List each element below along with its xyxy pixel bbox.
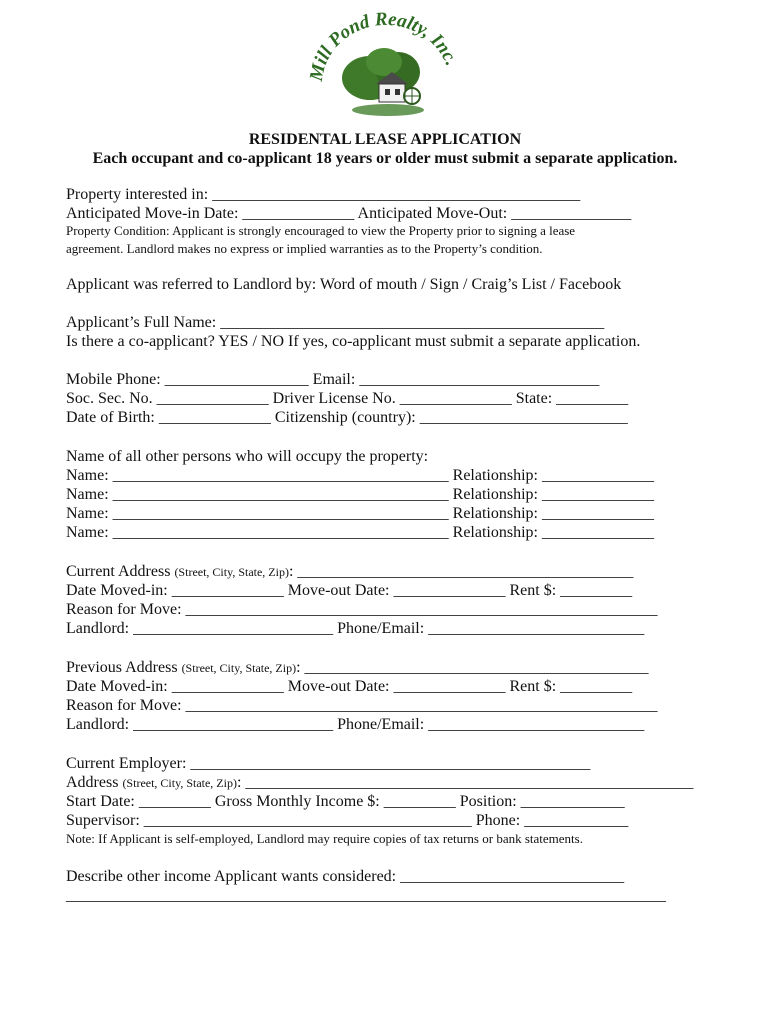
address-hint: (Street, City, State, Zip) <box>174 565 289 579</box>
dob-citizenship-field[interactable]: Date of Birth: ______________ Citizenship (country): __________________________ <box>66 409 628 426</box>
occupant-row[interactable]: Name: __________________________________________ Relationship: ______________ <box>66 524 654 541</box>
other-income-blank-line[interactable]: ___________________________________________________________________________ <box>66 887 666 904</box>
previous-reason-field[interactable]: Reason for Move: ___________________________________________________________ <box>66 697 658 714</box>
form-title: RESIDENTAL LEASE APPLICATION <box>248 131 522 148</box>
co-applicant-field[interactable]: Is there a co-applicant? YES / NO If yes, co-applicant must submit a separate application. <box>66 333 641 350</box>
property-condition-text <box>66 222 676 258</box>
current-address-blank: : __________________________________________ <box>288 563 634 580</box>
previous-address-label: Previous Address <box>66 659 182 676</box>
previous-landlord-field[interactable]: Landlord: _________________________ Phone/Email: ___________________________ <box>66 716 645 733</box>
property-interested-field[interactable]: Property interested in: ______________________________________________ <box>66 186 581 203</box>
current-address-label: Current Address <box>66 563 175 580</box>
mill-pond-realty-logo <box>300 6 470 126</box>
mobile-email-field[interactable]: Mobile Phone: __________________ Email: ______________________________ <box>66 371 600 388</box>
previous-address-blank: : ___________________________________________ <box>296 659 649 676</box>
current-landlord-field[interactable]: Landlord: _________________________ Phone/Email: ___________________________ <box>66 620 645 637</box>
ssn-license-field[interactable]: Soc. Sec. No. ______________ Driver License No. ______________ State: _________ <box>66 390 629 407</box>
property-condition-line-1: Property Condition: Applicant is strongly encouraged to view the Property prior to signing a lease <box>66 223 576 238</box>
supervisor-field[interactable]: Supervisor: _________________________________________ Phone: _____________ <box>66 812 629 829</box>
other-income-field[interactable]: Describe other income Applicant wants considered: ____________________________ <box>66 868 625 885</box>
occupants-heading: Name of all other persons who will occupy the property: <box>66 448 429 465</box>
address-hint: (Street, City, State, Zip) <box>181 661 297 675</box>
svg-text:Mill Pond Realty, Inc.: Mill Pond Realty, Inc. <box>305 8 462 83</box>
self-employed-note: Note: If Applicant is self-employed, Landlord may require copies of tax returns or bank statements. <box>66 831 583 846</box>
current-move-dates-field[interactable]: Date Moved-in: ______________ Move-out Date: ______________ Rent $: _________ <box>66 582 633 599</box>
start-date-income-field[interactable]: Start Date: _________ Gross Monthly Income $: _________ Position: _____________ <box>66 793 625 810</box>
previous-address-field[interactable] <box>66 658 716 678</box>
property-condition-line-2: agreement. Landlord makes no express or implied warranties as to the Property’s condition. <box>66 241 543 256</box>
employer-field[interactable]: Current Employer: __________________________________________________ <box>66 755 591 772</box>
occupant-row[interactable]: Name: __________________________________________ Relationship: ______________ <box>66 486 654 503</box>
occupant-row[interactable]: Name: __________________________________________ Relationship: ______________ <box>66 467 654 484</box>
occupant-row[interactable]: Name: __________________________________________ Relationship: ______________ <box>66 505 654 522</box>
move-dates-field[interactable]: Anticipated Move-in Date: ______________ Anticipated Move-Out: _______________ <box>66 205 632 222</box>
current-address-field[interactable] <box>66 562 716 582</box>
employer-address-blank: : ________________________________________________________ <box>236 774 694 791</box>
previous-move-dates-field[interactable]: Date Moved-in: ______________ Move-out Date: ______________ Rent $: _________ <box>66 678 633 695</box>
employer-address-label: Address <box>66 774 123 791</box>
address-hint: (Street, City, State, Zip) <box>122 776 237 790</box>
full-name-field[interactable]: Applicant’s Full Name: ________________________________________________ <box>66 314 605 331</box>
referral-field[interactable]: Applicant was referred to Landlord by: Word of mouth / Sign / Craig’s List / Facebook <box>66 276 622 293</box>
current-reason-field[interactable]: Reason for Move: ___________________________________________________________ <box>66 601 658 618</box>
employer-address-field[interactable] <box>66 773 716 793</box>
form-subtitle: Each occupant and co-applicant 18 years or older must submit a separate application. <box>92 150 678 167</box>
